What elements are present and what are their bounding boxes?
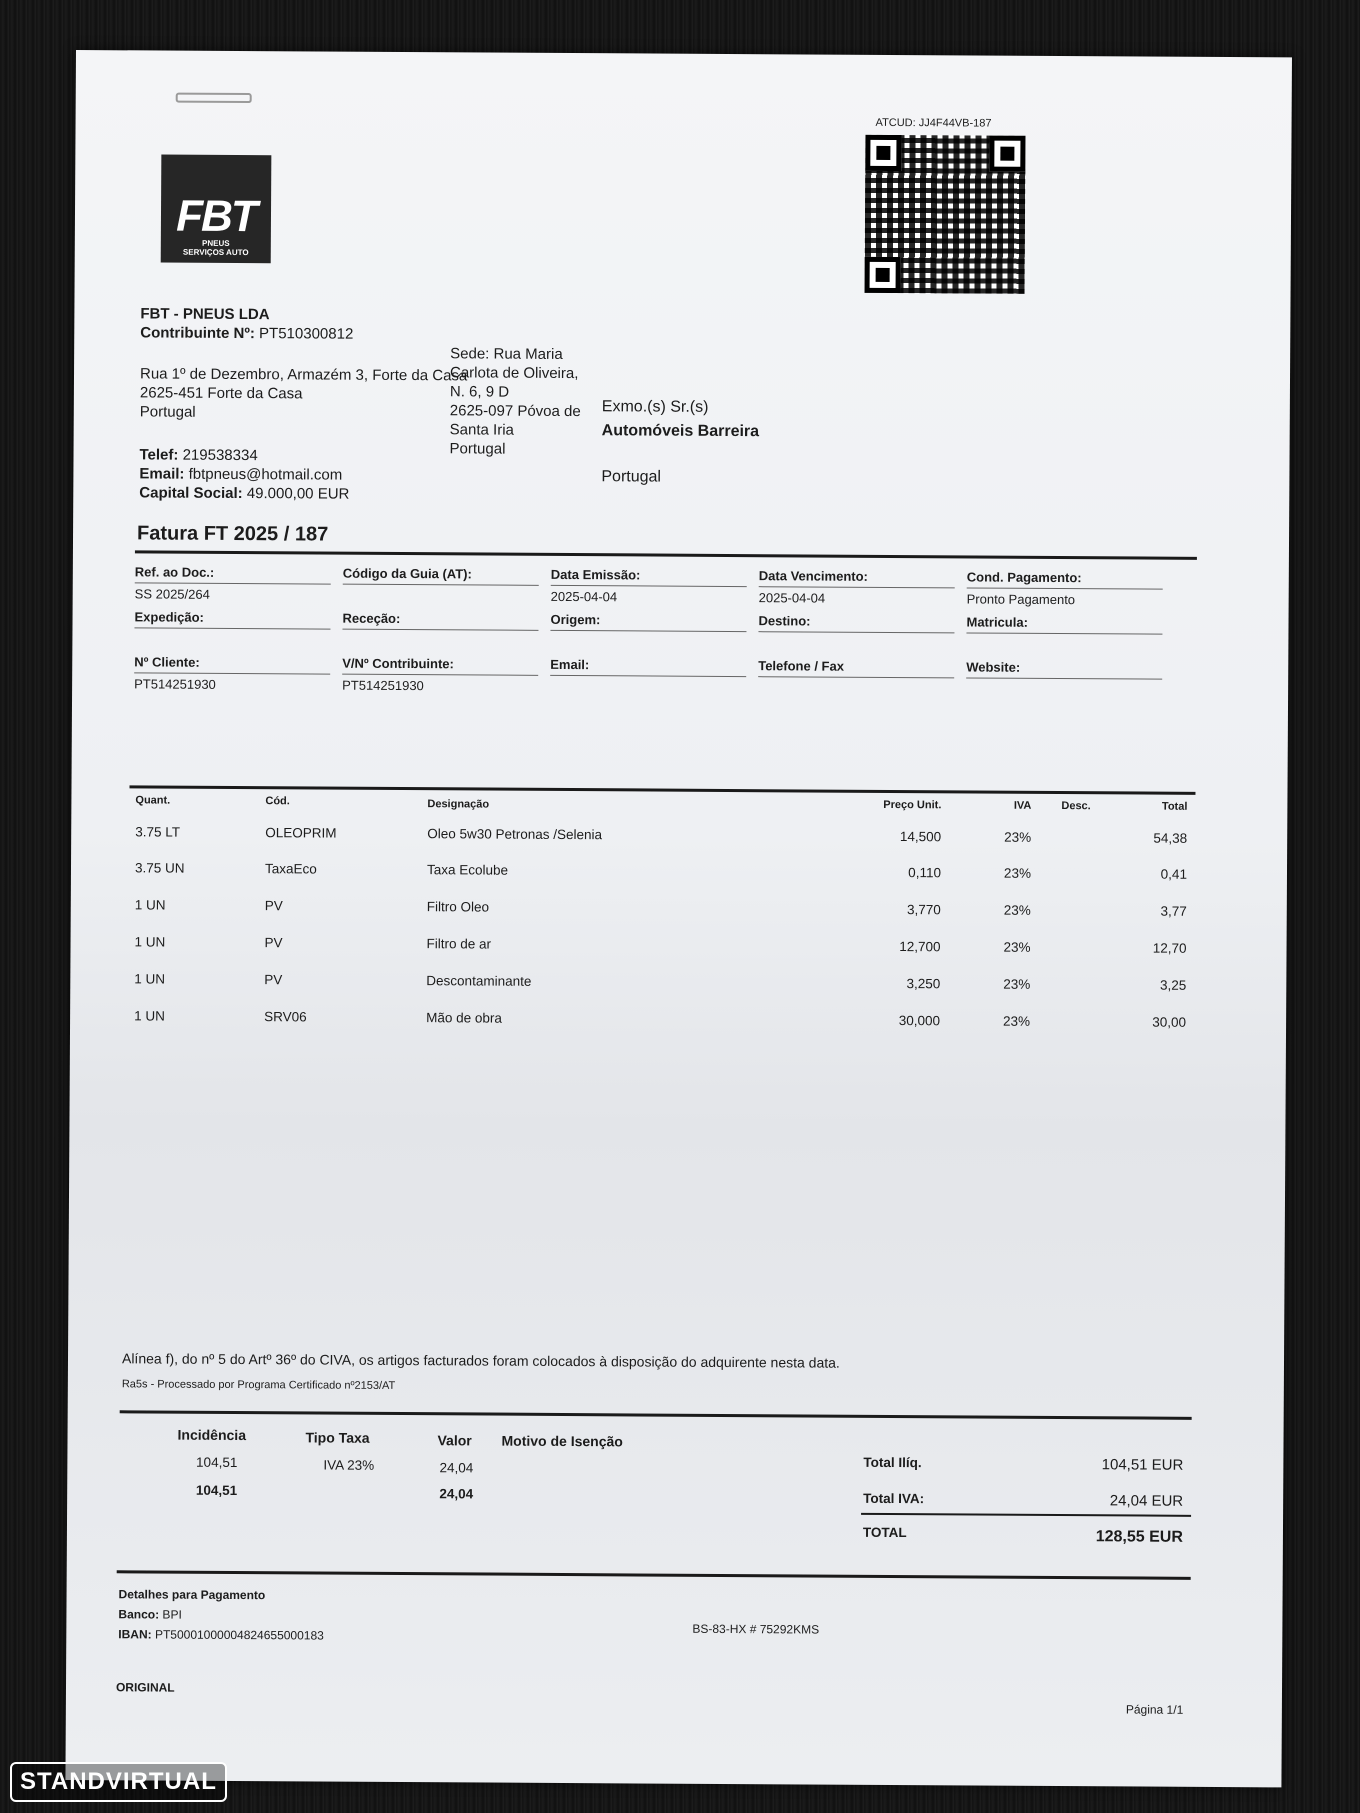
payment-details: Detalhes para Pagamento Banco: BPI IBAN: PT50001000004824655000183 — [118, 1587, 324, 1643]
company-address-line1: Rua 1º de Dezembro, Armazém 3, Forte da Casa — [139, 365, 468, 385]
field-doc-ref: Ref. ao Doc.: SS 2025/264 — [135, 564, 331, 603]
software-certification-note: Ra5s - Processado por Programa Certificado nº2153/AT — [121, 1378, 396, 1392]
headquarters-address: Sede: Rua Maria Carlota de Oliveira, N. 6, 9 D 2625-097 Póvoa de Santa Iria Portugal — [449, 345, 581, 458]
tax-summary: Incidência Tipo Taxa Valor Motivo de Isenção 104,51 IVA 23% 24,04 104,51 24,04 — [177, 1426, 623, 1502]
table-row: 1 UN PV Filtro de ar 12,700 23% 12,70 — [134, 934, 1187, 956]
field-phone-fax: Telefone / Fax — [758, 658, 954, 697]
company-address-line3: Portugal — [139, 403, 196, 421]
field-guide-code: Código da Guia (AT): — [343, 566, 539, 605]
table-row: 1 UN PV Filtro Oleo 3,770 23% 3,77 — [134, 897, 1187, 919]
invoice-title: Fatura FT 2025 / 187 — [136, 522, 329, 546]
field-email: Email: — [550, 657, 746, 696]
field-shipment: Expedição: — [134, 609, 330, 629]
field-payment-terms: Cond. Pagamento: Pronto Pagamento — [967, 569, 1163, 608]
field-due-date: Data Vencimento: 2025-04-04 — [759, 568, 955, 607]
table-row: 3.75 UN TaxaEco Taxa Ecolube 0,110 23% 0,41 — [134, 860, 1188, 882]
table-row: 3.75 LT OLEOPRIM Oleo 5w30 Petronas /Selenia 14,500 23% 54,38 — [135, 824, 1188, 846]
table-row: 1 UN PV Descontaminante 3,250 23% 3,25 — [134, 971, 1187, 993]
company-info: FBT - PNEUS LDA Contribuinte Nº: PT510300812 Rua 1º de Dezembro, Armazém 3, Forte da Casa 2625-451 Forte da Casa Portugal Telef: 219538334 Email: fbtpneus@hotmail.com Capital Social: 49.000,00 EUR — [139, 305, 468, 503]
title-rule — [135, 550, 1197, 559]
field-client-number: Nº Cliente: PT514251930 — [134, 654, 330, 693]
customer-country: Portugal — [601, 468, 662, 486]
iban: PT50001000004824655000183 — [154, 1627, 324, 1643]
company-nif: PT510300812 — [259, 325, 354, 343]
original-mark: ORIGINAL — [115, 1680, 175, 1695]
atcud-code: ATCUD: JJ4F44VB-187 — [875, 116, 992, 130]
customer-name: Automóveis Barreira — [601, 422, 760, 441]
total-net: 104,51 EUR — [1101, 1456, 1184, 1474]
qr-code — [865, 135, 1026, 294]
company-name: FBT - PNEUS LDA — [140, 305, 270, 324]
company-capital: 49.000,00 EUR — [246, 485, 350, 503]
table-row: 1 UN SRV06 Mão de obra 30,000 23% 30,00 — [134, 1008, 1187, 1030]
company-address-line2: 2625-451 Forte da Casa — [139, 384, 303, 403]
customer-block — [601, 395, 759, 490]
payment-rule — [117, 1570, 1191, 1580]
legal-note: Alínea f), do nº 5 do Artº 36º do CIVA, os artigos facturados foram colocados à disposição do adquirente nesta data. — [121, 1350, 840, 1371]
grand-total: 128,55 EUR — [1095, 1528, 1183, 1546]
page-number: Página 1/1 — [1125, 1702, 1184, 1717]
tax-summary-rule — [120, 1410, 1192, 1420]
company-phone: 219538334 — [182, 446, 258, 465]
bank-name: BPI — [162, 1607, 182, 1622]
vehicle-plate-note: BS-83-HX # 75292KMS — [692, 1621, 820, 1637]
total-iva: 24,04 EUR — [1109, 1492, 1184, 1510]
field-reception: Receção: — [342, 611, 538, 631]
company-logo: FBT PNEUS SERVIÇOS AUTO — [161, 155, 272, 264]
field-origin: Origem: — [550, 612, 746, 632]
customer-salutation: Exmo.(s) Sr.(s) — [601, 398, 709, 416]
field-issue-date: Data Emissão: 2025-04-04 — [551, 567, 747, 606]
standvirtual-watermark: STANDVIRTUAL — [10, 1762, 227, 1802]
items-table-header: Quant. Cód. Designação Preço Unit. IVA Desc. Total — [135, 794, 1188, 813]
company-email: fbtpneus@hotmail.com — [188, 465, 343, 484]
field-website: Website: — [966, 659, 1162, 698]
field-plate: Matricula: — [966, 614, 1162, 634]
invoice-paper — [65, 50, 1292, 1787]
staple — [176, 93, 252, 103]
items-table-top-rule — [129, 785, 1195, 795]
field-destination: Destino: — [758, 613, 954, 633]
field-client-vat: V/Nº Contribuinte: PT514251930 — [342, 656, 538, 695]
totals-block: Total Ilíq. 104,51 EUR Total IVA: 24,04 EUR TOTAL 128,55 EUR — [76, 50, 1292, 57]
